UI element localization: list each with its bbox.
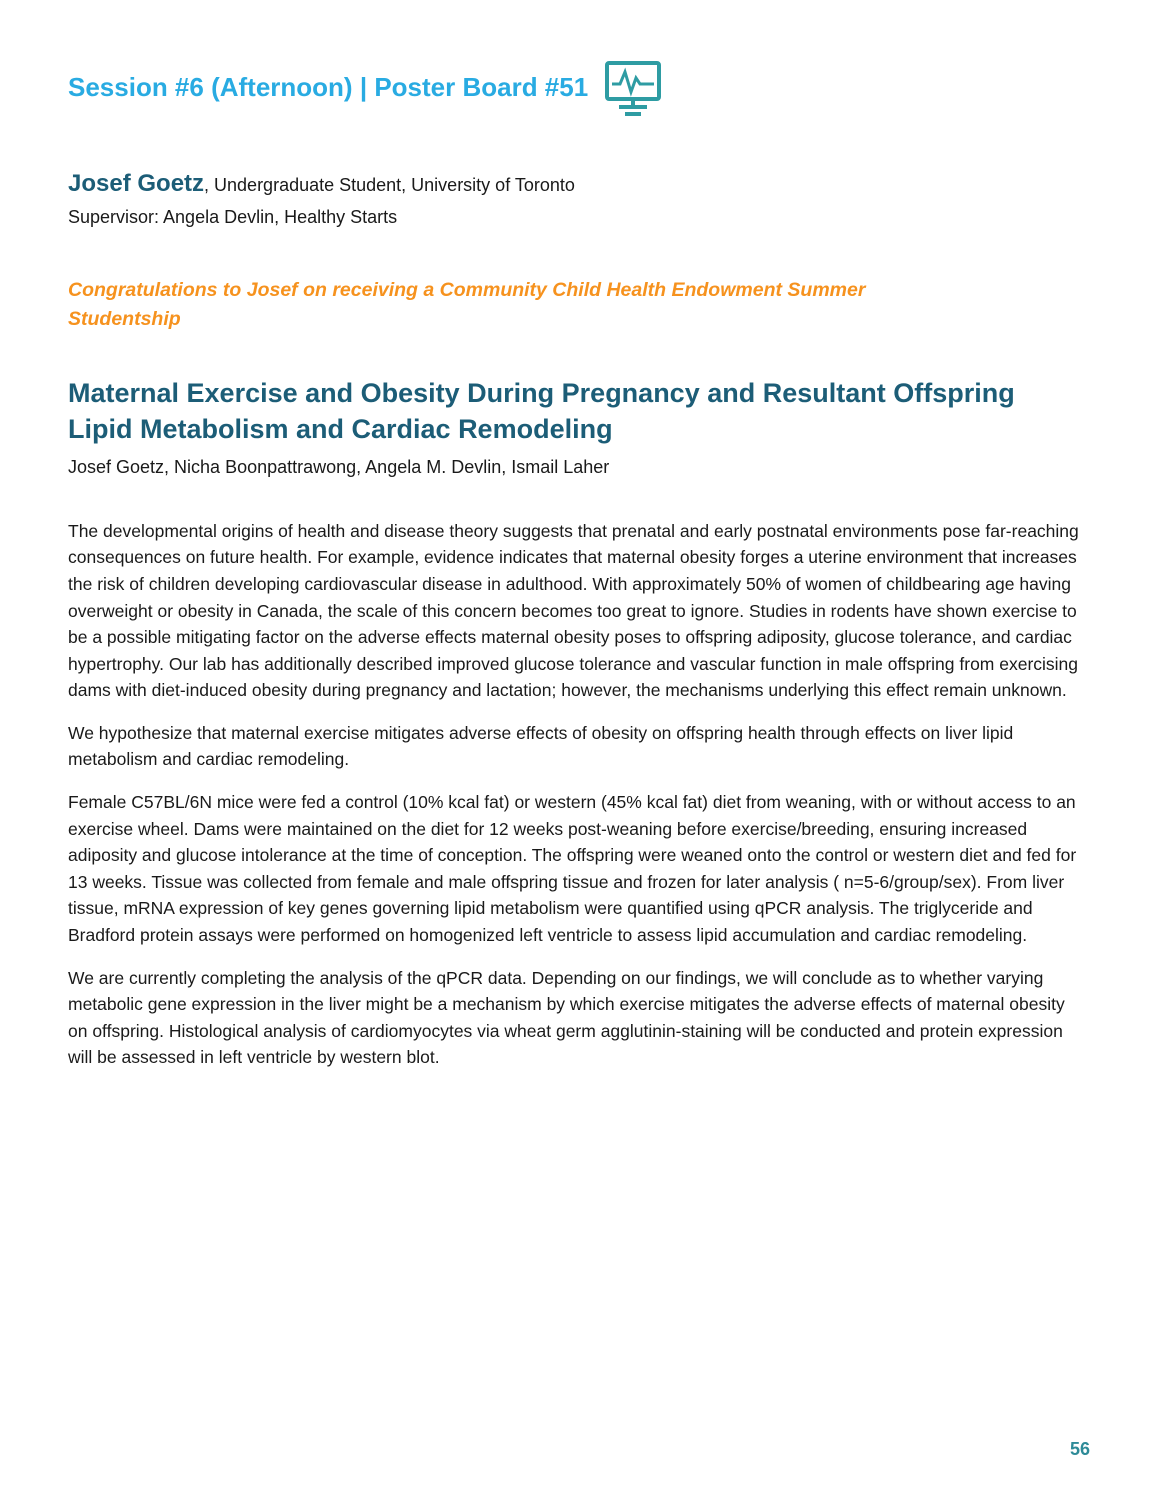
abstract-paragraph: We hypothesize that maternal exercise mitigates adverse effects of obesity on offspring health through effects on liver lipid metabolism and cardiac remodeling.	[68, 722, 1014, 770]
abstract-title: Maternal Exercise and Obesity During Pregnancy and Resultant Offspring Lipid Metabolism and Cardiac Remodeling	[68, 378, 1015, 445]
abstract-paragraph: We are currently completing the analysis of the qPCR data. Depending on our findings, we will conclude as to whether varying metabolic gene expression in the liver might be a mechanism by which exercise mitigates the adverse effects of maternal obesity on offspring. Histological analysis of cardiomyocytes via wheat germ agglutinin-staining will be conducted and protein expression will be assessed in left ventricle by western blot.	[68, 967, 1065, 1068]
abstract-paragraph: The developmental origins of health and disease theory suggests that prenatal and early postnatal environments pose far-reaching consequences on future health. For example, evidence indicates that maternal obesity forges a uterine environment that increases the risk of children developing cardiovascular disease in adulthood. With approximately 50% of women of childbearing age having overweight or obesity in Canada, the scale of this concern becomes too great to ignore. Studies in rodents have shown exercise to be a possible mitigating factor on the adverse effects maternal obesity poses to offspring adiposity, glucose tolerance, and cardiac hypertrophy. Our lab has additionally described improved glucose tolerance and vascular function in male offspring from exercising dams with diet-induced obesity during pregnancy and lactation; however, the mechanisms underlying this effect remain unknown.	[68, 520, 1079, 701]
page-number: 56	[1069, 1439, 1090, 1459]
abstract-body	[68, 518, 1088, 1071]
supervisor-line: Supervisor: Angela Devlin, Healthy Starts	[68, 206, 398, 227]
award-note: Congratulations to Josef on receiving a Community Child Health Endowment Summer Studentship	[68, 278, 866, 331]
session-header: Session #6 (Afternoon) | Poster Board #51	[68, 72, 589, 102]
author-affiliation: , Undergraduate Student, University of Toronto	[204, 175, 575, 195]
author-byline	[68, 167, 1088, 202]
abstract-authors: Josef Goetz, Nicha Boonpattrawong, Angela M. Devlin, Ismail Laher	[68, 456, 610, 477]
poster-board-ecg-icon	[602, 56, 664, 123]
session-header-row	[68, 56, 1088, 123]
abstract-paragraph: Female C57BL/6N mice were fed a control (10% kcal fat) or western (45% kcal fat) diet from weaning, with or without access to an exercise wheel. Dams were maintained on the diet for 12 weeks post-weaning before exercise/breeding, ensuring increased adiposity and glucose intolerance at the time of conception. The offspring were weaned onto the control or western diet and fed for 13 weeks. Tissue was collected from female and male offspring tissue and frozen for later analysis ( n=5-6/group/sex). From liver tissue, mRNA expression of key genes governing lipid metabolism were quantified using qPCR analysis. The triglyceride and Bradford protein assays were performed on homogenized left ventricle to assess lipid accumulation and cardiac remodeling.	[68, 792, 1077, 946]
author-name: Josef Goetz	[68, 170, 205, 197]
